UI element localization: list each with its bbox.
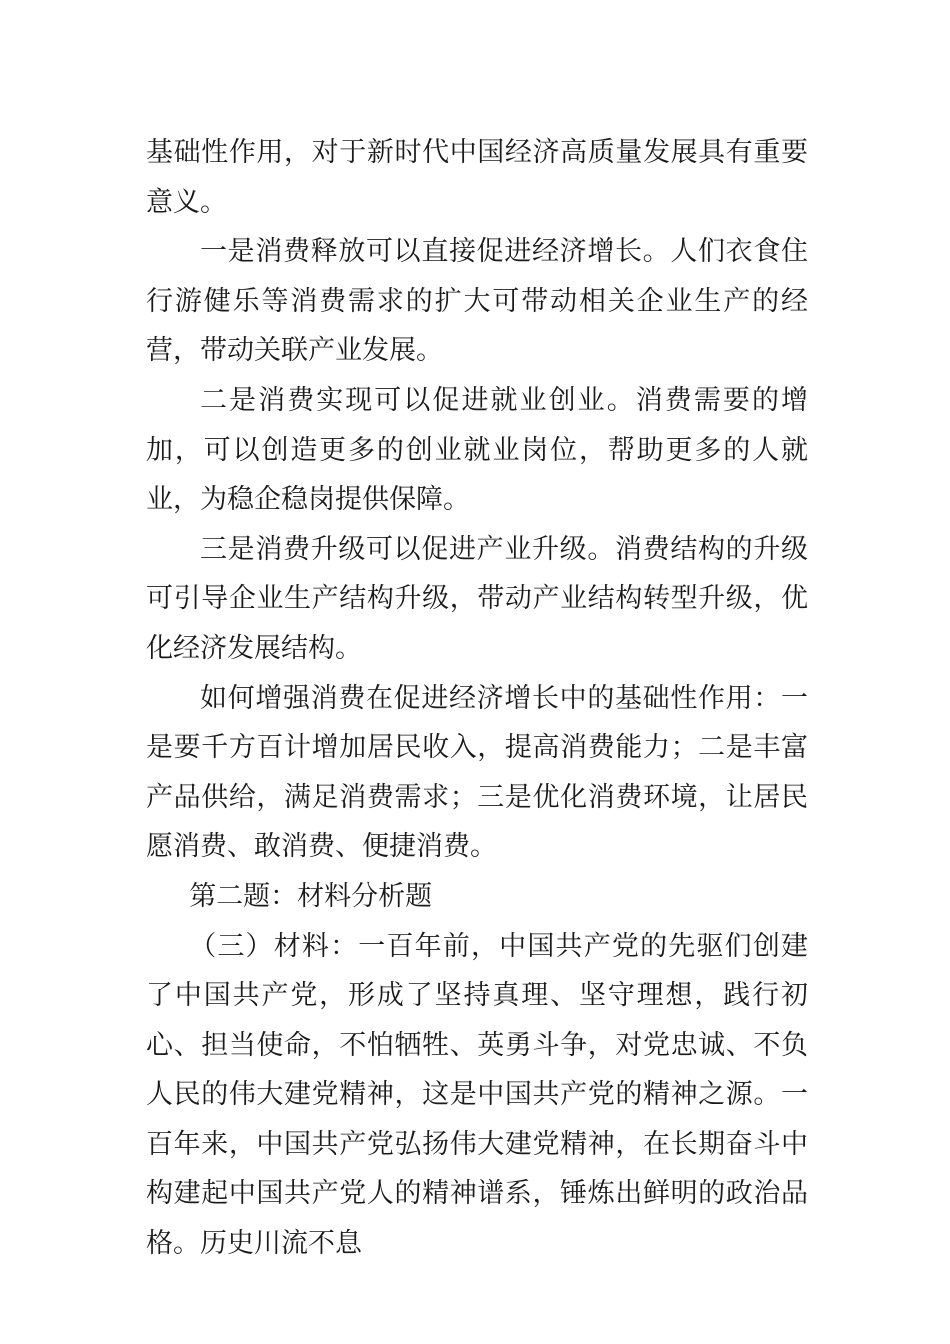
section-heading-question-two: 第二题：材料分析题 bbox=[189, 880, 433, 912]
paragraph-continuation: 基础性作用，对于新时代中国经济高质量发展具有重要意义。 bbox=[146, 137, 808, 218]
paragraph-how-to-strengthen: 如何增强消费在促进经济增长中的基础性作用：一是要千方百计增加居民收入，提高消费能力；二是丰富产品供给，满足消费需求；三是优化消费环境，让居民愿消费、敢消费、便捷消费。 bbox=[146, 682, 808, 863]
document-body bbox=[146, 128, 808, 1269]
paragraph-point-two: 二是消费实现可以促进就业创业。消费需要的增加，可以创造更多的创业就业岗位，帮助更多的人就业，为稳企稳岗提供保障。 bbox=[146, 384, 808, 516]
paragraph-material-three: （三）材料：一百年前，中国共产党的先驱们创建了中国共产党，形成了坚持真理、坚守理想，践行初心、担当使命，不怕牺牲、英勇斗争，对党忠诚、不负人民的伟大建党精神，这是中国共产党的精神之源。一百年来，中国共产党弘扬伟大建党精神，在长期奋斗中构建起中国共产党人的精神谱系，锤炼出鲜明的政治品格。历史川流不息 bbox=[146, 930, 808, 1260]
paragraph-point-three: 三是消费升级可以促进产业升级。消费结构的升级可引导企业生产结构升级，带动产业结构转型升级，优化经济发展结构。 bbox=[146, 533, 808, 664]
paragraph-point-one: 一是消费释放可以直接促进经济增长。人们衣食住行游健乐等消费需求的扩大可带动相关企业生产的经营，带动关联产业发展。 bbox=[146, 236, 808, 367]
